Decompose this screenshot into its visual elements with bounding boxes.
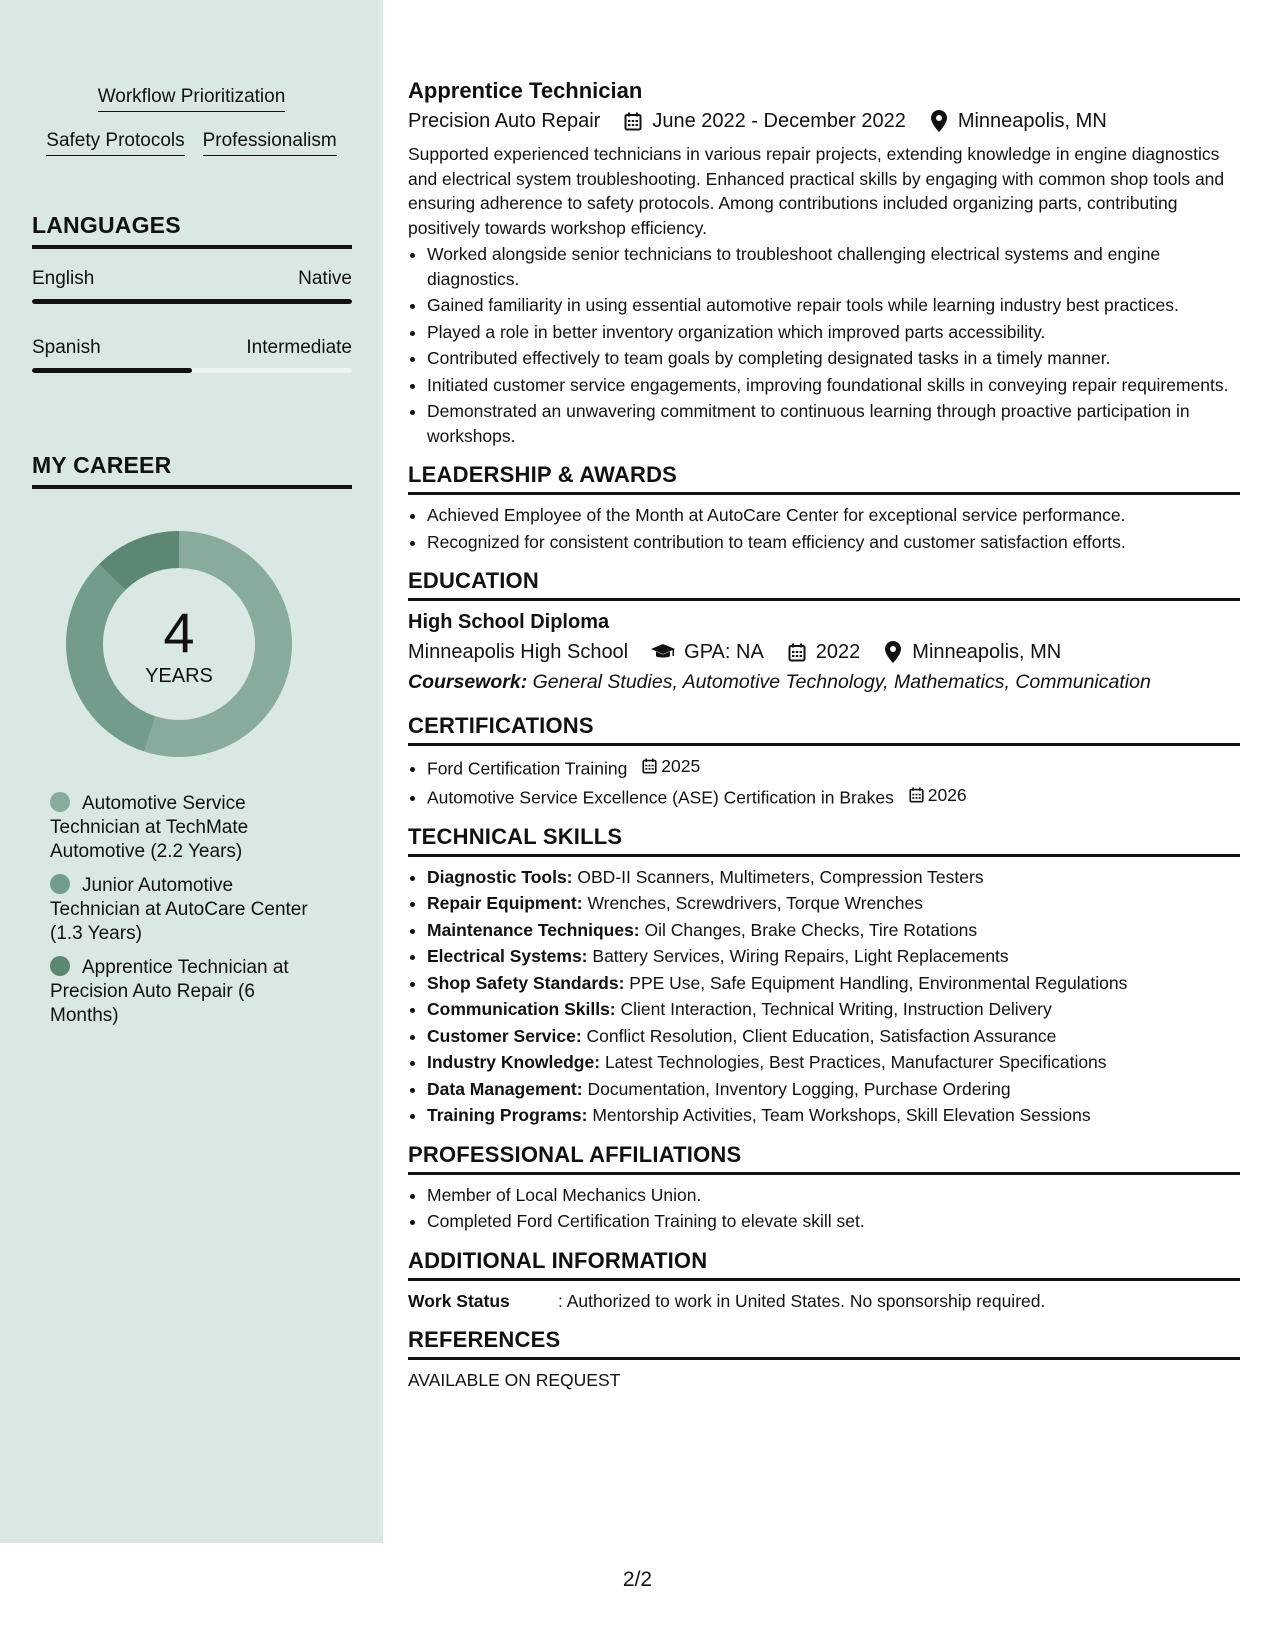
calendar-icon [786, 641, 808, 663]
skill-label: Electrical Systems: [427, 946, 588, 966]
skill-label: Communication Skills: [427, 999, 616, 1019]
skill-value: Documentation, Inventory Logging, Purchase Ordering [587, 1078, 1011, 1099]
skill-label: Training Programs: [427, 1105, 588, 1125]
skill-value: Battery Services, Wiring Repairs, Light Replacements [592, 946, 1009, 966]
education-gpa: GPA: NA [684, 641, 764, 663]
skill-tag: Safety Protocols [46, 130, 184, 156]
education-degree: High School Diploma [408, 611, 610, 633]
certification-year: 2025 [661, 756, 701, 776]
job-bullet: • Gained familiarity in using essential automotive repair tools while learning industry best practices. [427, 293, 1240, 318]
job-company: Precision Auto Repair [408, 110, 601, 132]
references-heading: REFERENCES [408, 1327, 1240, 1360]
language-level: Intermediate [246, 337, 352, 358]
skill-value: OBD-II Scanners, Multimeters, Compression Testers [577, 866, 984, 887]
skill-value: Wrenches, Screwdrivers, Torque Wrenches [587, 893, 924, 913]
career-legend-item [50, 792, 320, 864]
skill-label: Industry Knowledge: [427, 1052, 601, 1072]
location-pin-icon [882, 641, 904, 663]
location-pin-icon [928, 110, 950, 132]
certification-year: 2026 [927, 784, 967, 805]
graduation-cap-icon [650, 641, 676, 663]
additional-info-value: : Authorized to work in United States. No sponsorship required. [558, 1290, 1046, 1311]
leadership-list [408, 503, 1240, 554]
skill-value: Client Interaction, Technical Writing, Instruction Delivery [620, 999, 1052, 1019]
calendar-icon [909, 787, 924, 803]
technical-skill-item [427, 944, 1240, 969]
coursework-label: Coursework: [408, 671, 528, 693]
language-proficiency-bar [32, 368, 352, 373]
skill-label: Data Management: [427, 1078, 583, 1099]
language-row [32, 337, 352, 359]
skill-tag: Workflow Prioritization [98, 86, 286, 112]
skill-label: Diagnostic Tools: [427, 866, 573, 887]
education-year: 2022 [815, 641, 861, 663]
job-title: Apprentice Technician [408, 78, 643, 103]
certifications-heading: CERTIFICATIONS [408, 713, 1240, 746]
skill-tag: Professionalism [203, 130, 337, 156]
education-coursework [408, 667, 1240, 697]
job-bullet: • Worked alongside senior technicians to troubleshoot challenging electrical systems and engine diagnostics. [427, 242, 1240, 291]
technical-skill-item [427, 1050, 1240, 1075]
skill-value: PPE Use, Safe Equipment Handling, Environmental Regulations [629, 972, 1128, 993]
career-legend-label: Automotive Service Technician at TechMate Automotive (2.2 Years) [50, 793, 249, 862]
job-meta [408, 106, 1240, 136]
certification-item [427, 754, 1240, 781]
technical-skills-heading: TECHNICAL SKILLS [408, 824, 1240, 857]
education-meta [408, 637, 1240, 667]
technical-skills-list [408, 865, 1240, 1128]
affiliation-item: • Member of Local Mechanics Union. [427, 1183, 1240, 1208]
sidebar [0, 0, 383, 1543]
certification-name: Automotive Service Excellence (ASE) Certification in Brakes [427, 787, 894, 807]
language-name: English [32, 268, 95, 289]
legend-dot-icon [50, 956, 70, 976]
career-legend-label: Junior Automotive Technician at AutoCare Center (1.3 Years) [50, 875, 308, 944]
affiliations-heading: PROFESSIONAL AFFILIATIONS [408, 1142, 1240, 1175]
languages-heading: LANGUAGES [32, 212, 352, 249]
technical-skill-item [427, 891, 1240, 916]
additional-info-key: Work Status [408, 1290, 510, 1311]
technical-skill-item [427, 971, 1240, 996]
career-unit: YEARS [145, 665, 213, 687]
job-location: Minneapolis, MN [957, 110, 1107, 132]
page-number: 2/2 [622, 1568, 653, 1591]
leadership-item: • Recognized for consistent contribution to team efficiency and customer satisfaction efforts. [427, 530, 1240, 555]
technical-skill-item [427, 1103, 1240, 1128]
job-summary: Supported experienced technicians in various repair projects, extending knowledge in engine diagnostics and electrical system troubleshooting. Enhanced practical skills by engaging with common shop tools and ensuring adherence to safety protocols. Among contributions included organizing parts, contributing positively towards workshop efficiency. [408, 144, 1225, 238]
additional-info-row [408, 1289, 1240, 1313]
technical-skill-item [427, 865, 1240, 890]
career-legend-label: Apprentice Technician at Precision Auto Repair (6 Months) [50, 957, 289, 1026]
affiliations-list [408, 1183, 1240, 1234]
leadership-item: • Achieved Employee of the Month at AutoCare Center for exceptional service performance. [427, 503, 1240, 528]
job-bullet: • Initiated customer service engagements, improving foundational skills in conveying repair requirements. [427, 373, 1240, 398]
skill-label: Customer Service: [427, 1025, 582, 1046]
language-level: Native [298, 268, 352, 289]
certifications-list [408, 754, 1240, 810]
skill-label: Shop Safety Standards: [427, 972, 625, 993]
skill-value: Conflict Resolution, Client Education, Satisfaction Assurance [586, 1025, 1057, 1046]
technical-skill-item [427, 918, 1240, 943]
career-heading: MY CAREER [32, 452, 352, 489]
technical-skill-item [427, 1024, 1240, 1049]
job-bullet: • Played a role in better inventory organization which improved parts accessibility. [427, 320, 1240, 345]
certification-item [427, 783, 1240, 810]
affiliation-item: • Completed Ford Certification Training to elevate skill set. [427, 1209, 1240, 1234]
calendar-icon [622, 110, 644, 132]
main-content [408, 76, 1240, 1391]
language-proficiency-bar [32, 299, 352, 304]
career-legend-item [50, 956, 320, 1028]
job-dates: June 2022 - December 2022 [652, 110, 906, 132]
skill-value: Oil Changes, Brake Checks, Tire Rotations [644, 919, 978, 940]
career-legend [50, 792, 320, 1038]
language-name: Spanish [32, 337, 101, 358]
language-proficiency-fill [32, 368, 192, 373]
skill-value: Mentorship Activities, Team Workshops, Skill Elevation Sessions [592, 1105, 1091, 1125]
job-bullet: • Contributed effectively to team goals by completing designated tasks in a timely manner. [427, 346, 1240, 371]
technical-skill-item [427, 1077, 1240, 1102]
skill-label: Maintenance Techniques: [427, 919, 640, 940]
coursework-value: General Studies, Automotive Technology, Mathematics, Communication [532, 671, 1151, 693]
education-heading: EDUCATION [408, 568, 1240, 601]
job-bullets [408, 242, 1240, 448]
job-bullet: • Demonstrated an unwavering commitment to continuous learning through proactive participation in workshops. [427, 399, 1240, 448]
career-total-years: 4 [163, 601, 195, 664]
leadership-heading: LEADERSHIP & AWARDS [408, 462, 1240, 495]
language-row [32, 268, 352, 290]
skill-tags [0, 86, 383, 174]
education-location: Minneapolis, MN [912, 641, 1062, 663]
technical-skill-item [427, 997, 1240, 1022]
education-school: Minneapolis High School [408, 641, 629, 663]
skill-value: Latest Technologies, Best Practices, Manufacturer Specifications [604, 1052, 1107, 1072]
calendar-icon [642, 758, 657, 774]
legend-dot-icon [50, 792, 70, 812]
skill-label: Repair Equipment: [427, 893, 583, 913]
language-proficiency-fill [32, 299, 352, 304]
legend-dot-icon [50, 874, 70, 894]
career-legend-item [50, 874, 320, 946]
additional-info-heading: ADDITIONAL INFORMATION [408, 1248, 1240, 1281]
references-text: AVAILABLE ON REQUEST [408, 1369, 621, 1390]
certification-name: Ford Certification Training [427, 758, 628, 779]
